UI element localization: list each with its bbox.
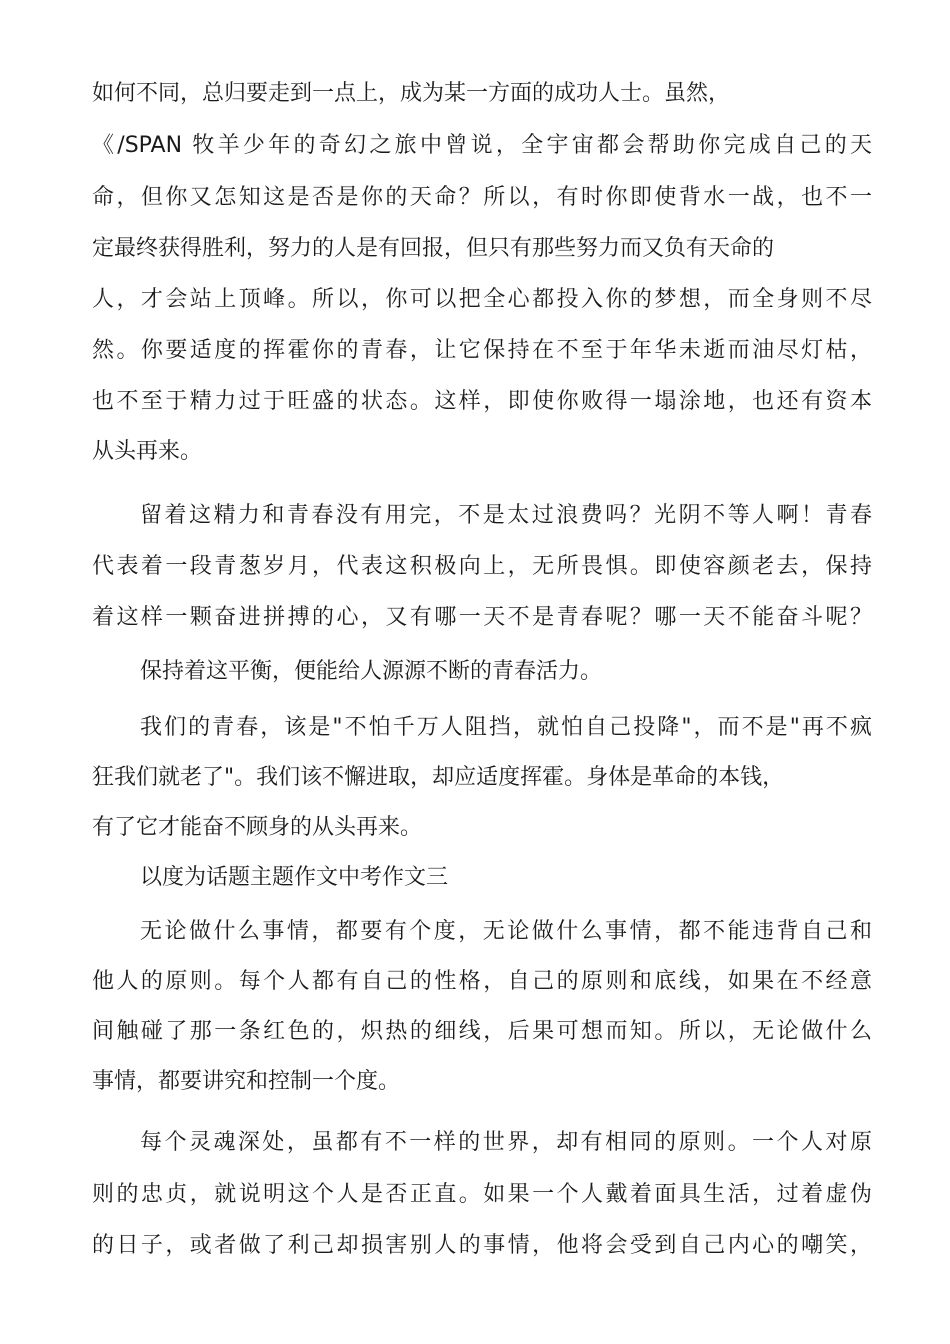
paragraph-line: 也不至于精力过于旺盛的状态。这样，即使你败得一塌涂地，也还有资本 xyxy=(92,389,872,414)
paragraph-line: 每个灵魂深处，虽都有不一样的世界，却有相同的原则。一个人对原 xyxy=(140,1130,872,1155)
paragraph-line: 间触碰了那一条红色的，炽热的细线，后果可想而知。所以，无论做什么 xyxy=(92,1019,872,1044)
paragraph-line: 《/SPAN 牧羊少年的奇幻之旅中曾说，全宇宙都会帮助你完成自己的天 xyxy=(92,133,872,158)
paragraph-line: 定最终获得胜利，努力的人是有回报，但只有那些努力而又负有天命的 xyxy=(92,236,775,261)
paragraph-line: 如何不同，总归要走到一点上，成为某一方面的成功人士。虽然， xyxy=(92,81,731,106)
paragraph-line: 着这样一颗奋进拼搏的心，又有哪一天不是青春呢？哪一天不能奋斗呢？ xyxy=(92,605,872,630)
paragraph-line: 无论做什么事情，都要有个度，无论做什么事情，都不能违背自己和 xyxy=(140,919,872,944)
paragraph-line: 然。你要适度的挥霍你的青春，让它保持在不至于年华未逝而油尽灯枯， xyxy=(92,338,872,363)
paragraph-line: 有了它才能奋不顾身的从头再来。 xyxy=(92,815,423,840)
paragraph-line: 狂我们就老了"。我们该不懈进取，却应适度挥霍。身体是革命的本钱， xyxy=(92,765,785,790)
paragraph-line: 命，但你又怎知这是否是你的天命？所以，有时你即使背水一战，也不一 xyxy=(92,185,872,210)
paragraph-line: 保持着这平衡，便能给人源源不断的青春活力。 xyxy=(140,659,603,684)
paragraph-line: 留着这精力和青春没有用完，不是太过浪费吗？光阴不等人啊！青春 xyxy=(140,503,872,528)
paragraph-line: 则的忠贞，就说明这个人是否正直。如果一个人戴着面具生活，过着虚伪 xyxy=(92,1182,872,1207)
paragraph-line: 人，才会站上顶峰。所以，你可以把全心都投入你的梦想，而全身则不尽 xyxy=(92,287,872,312)
paragraph-line: 的日子，或者做了利己却损害别人的事情，他将会受到自己内心的嘲笑， xyxy=(92,1233,872,1258)
section-heading: 以度为话题主题作文中考作文三 xyxy=(140,865,449,890)
paragraph-line: 代表着一段青葱岁月，代表这积极向上，无所畏惧。即使容颜老去，保持 xyxy=(92,554,872,579)
paragraph-line: 事情，都要讲究和控制一个度。 xyxy=(92,1069,401,1094)
paragraph-line: 从头再来。 xyxy=(92,439,203,464)
paragraph-line: 他人的原则。每个人都有自己的性格，自己的原则和底线，如果在不经意 xyxy=(92,969,872,994)
paragraph-line: 我们的青春，该是"不怕千万人阻挡，就怕自己投降"，而不是"再不疯 xyxy=(140,715,872,740)
